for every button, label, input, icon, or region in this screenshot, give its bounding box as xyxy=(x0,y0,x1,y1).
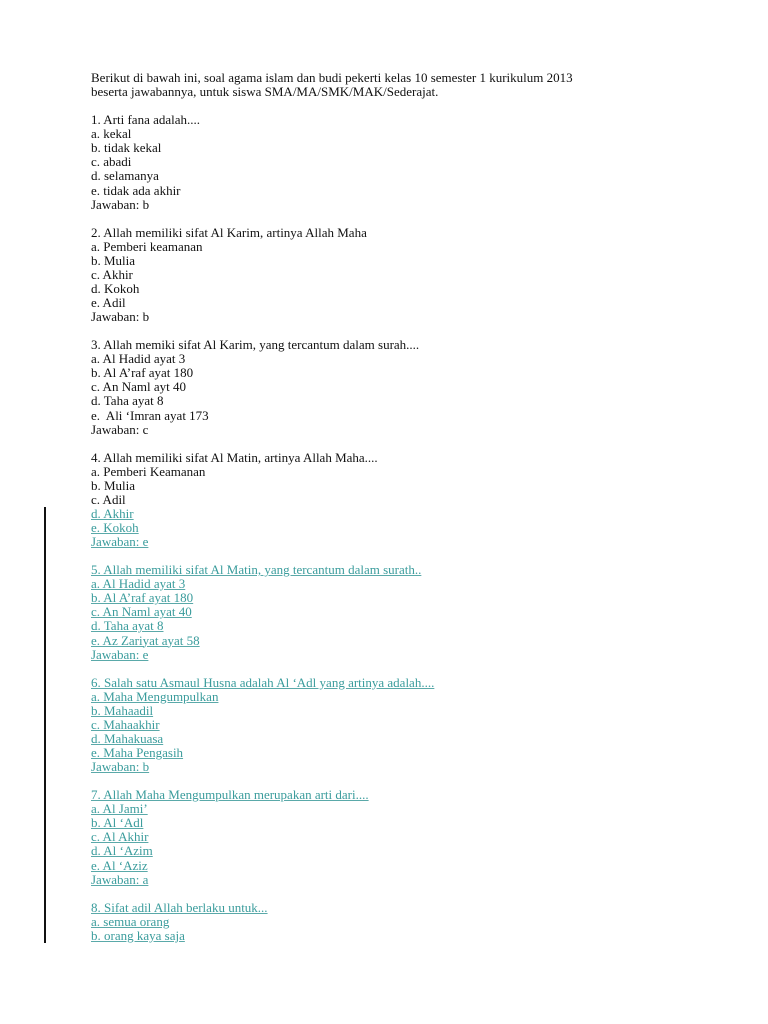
answer-key[interactable]: Jawaban: b xyxy=(91,759,150,775)
answer-option: c. Akhir xyxy=(91,266,133,282)
answer-option[interactable]: c. Al Akhir xyxy=(91,829,149,845)
answer-option[interactable]: e. Al ‘Aziz xyxy=(91,857,148,873)
answer-option[interactable]: a. Al Hadid ayat 3 xyxy=(91,576,186,592)
blank-line xyxy=(91,774,573,788)
answer-option[interactable]: a. Maha Mengumpulkan xyxy=(91,688,219,704)
answer-key: Jawaban: c xyxy=(91,421,149,437)
change-bar xyxy=(44,507,46,943)
question-text: 1. Arti fana adalah.... xyxy=(91,112,201,128)
answer-option[interactable]: e. Az Zariyat ayat 58 xyxy=(91,632,200,648)
answer-option: d. selamanya xyxy=(91,168,159,184)
answer-option[interactable]: b. Mahaadil xyxy=(91,702,154,718)
answer-option: e. Adil xyxy=(91,295,126,310)
answer-option: c. An Naml ayt 40 xyxy=(91,379,186,395)
blank-line xyxy=(91,99,573,113)
question-text: 2. Allah memiliki sifat Al Karim, artinya Allah Maha xyxy=(91,224,367,240)
answer-option: c. Adil xyxy=(91,491,126,507)
answer-option: a. Pemberi Keamanan xyxy=(91,463,206,479)
answer-option: e. tidak ada akhir xyxy=(91,182,181,198)
blank-line xyxy=(91,212,573,226)
question-text[interactable]: 7. Allah Maha Mengumpulkan merupakan arti dari.... xyxy=(91,787,369,803)
answer-key: Jawaban: b xyxy=(91,309,150,325)
question-text[interactable]: 8. Sifat adil Allah berlaku untuk... xyxy=(91,899,268,915)
answer-option[interactable]: c. An Naml ayat 40 xyxy=(91,604,192,620)
answer-key[interactable]: Jawaban: a xyxy=(91,871,149,887)
question-text[interactable]: 5. Allah memiliki sifat Al Matin, yang tercantum dalam surath.. xyxy=(91,562,422,578)
answer-key[interactable]: Jawaban: e xyxy=(91,534,149,550)
answer-option[interactable]: e. Kokoh xyxy=(91,520,139,535)
blank-line xyxy=(91,549,573,563)
blank-line xyxy=(91,324,573,338)
answer-option: b. Mulia xyxy=(91,252,136,268)
answer-option[interactable]: a. Al Jami’ xyxy=(91,801,148,817)
answer-option: b. tidak kekal xyxy=(91,140,162,156)
answer-option[interactable]: a. semua orang xyxy=(91,913,170,929)
blank-line xyxy=(91,662,573,676)
intro-text: beserta jawabannya, untuk siswa SMA/MA/SMK/MAK/Sederajat. xyxy=(91,84,439,100)
answer-option[interactable]: d. Mahakuasa xyxy=(91,730,164,746)
answer-option: d. Kokoh xyxy=(91,280,140,296)
document-body xyxy=(91,71,573,943)
answer-key[interactable]: Jawaban: e xyxy=(91,646,149,662)
answer-option[interactable]: d. Al ‘Azim xyxy=(91,843,153,859)
question-text: 4. Allah memiliki sifat Al Matin, artinya Allah Maha.... xyxy=(91,449,378,465)
answer-option[interactable]: b. Al A’raf ayat 180 xyxy=(91,590,194,606)
question-text: 3. Allah memiki sifat Al Karim, yang tercantum dalam surah.... xyxy=(91,337,420,353)
blank-line xyxy=(91,437,573,451)
answer-option: d. Taha ayat 8 xyxy=(91,393,164,409)
answer-option: c. abadi xyxy=(91,154,132,170)
answer-option: a. Al Hadid ayat 3 xyxy=(91,351,186,367)
question-text[interactable]: 6. Salah satu Asmaul Husna adalah Al ‘Adl yang artinya adalah.... xyxy=(91,674,435,690)
answer-option: a. Pemberi keamanan xyxy=(91,238,203,254)
answer-option[interactable]: d. Akhir xyxy=(91,505,134,521)
answer-option[interactable]: d. Taha ayat 8 xyxy=(91,618,164,634)
answer-option: a. kekal xyxy=(91,126,132,142)
blank-line xyxy=(91,887,573,901)
answer-option[interactable]: b. Al ‘Adl xyxy=(91,815,144,831)
answer-option: b. Al A’raf ayat 180 xyxy=(91,365,194,381)
answer-option: b. Mulia xyxy=(91,477,136,493)
intro-text: Berikut di bawah ini, soal agama islam dan budi pekerti kelas 10 semester 1 kurikulum 2013 xyxy=(91,70,573,85)
answer-key: Jawaban: b xyxy=(91,196,150,212)
answer-option[interactable]: b. orang kaya saja xyxy=(91,927,185,943)
answer-option[interactable]: c. Mahaakhir xyxy=(91,716,160,732)
answer-option: e. Ali ‘Imran ayat 173 xyxy=(91,407,209,423)
answer-option[interactable]: e. Maha Pengasih xyxy=(91,745,184,760)
